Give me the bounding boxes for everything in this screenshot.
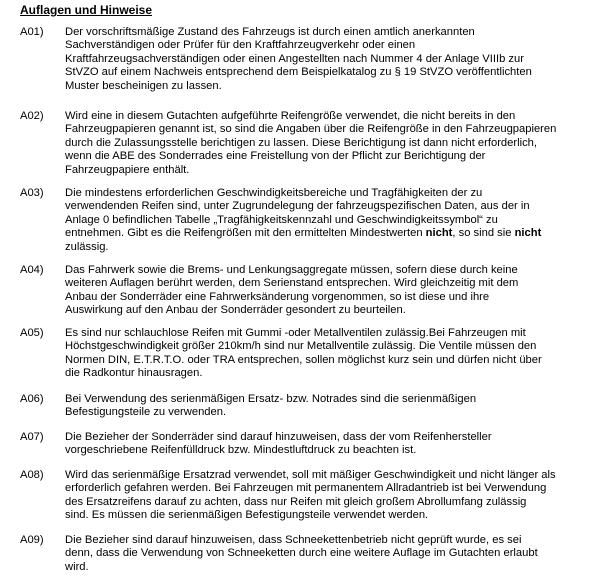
text-line: Das Fahrwerk sowie die Brems- und Lenkungsaggregate müssen, sofern diese durch keine [65, 264, 518, 276]
text-segment: , so sind sie [452, 227, 515, 240]
text-line: zulässig. [65, 240, 109, 253]
text-line: Fahrzeugpapieren genannt ist, so sind die Angaben über die Reifengröße in den Fahrzeugpapieren [65, 123, 557, 136]
item-text [65, 26, 595, 93]
item-text [65, 393, 595, 420]
text-line: wenn die ABE des Sonderrades eine Freistellung von der Pflicht zur Berichtigung der [65, 150, 486, 163]
text-line [65, 227, 595, 240]
item-code: A05) [20, 327, 44, 339]
item-code: A04) [20, 264, 44, 276]
item-text [65, 469, 595, 523]
item-text [65, 534, 595, 574]
text-line: durch die Zulassungsstelle berichtigen zu lassen. Diese Berichtigung ist dann nicht erforderlich, [65, 136, 537, 149]
text-line: Die Bezieher der Sonderräder sind darauf hinzuweisen, dass der vom Reifenhersteller [65, 431, 492, 443]
text-line: weiteren Auflagen berührt werden, dem Serienstand entsprechen. Wird gleichzeitig mit dem [65, 277, 519, 290]
item-text [65, 110, 595, 177]
text-line: Der vorschriftsmäßige Zustand des Fahrzeugs ist durch einen amtlich anerkannten [65, 26, 475, 38]
text-line: wird. [65, 560, 89, 573]
text-line: sind. Es müssen die serienmäßigen Befestigungsteile verwendet werden. [65, 509, 429, 522]
item-code: A07) [20, 431, 44, 443]
text-segment: entnehmen. Gibt es die Reifengrößen mit den ermittelten Mindestwerten [65, 227, 426, 240]
text-line: verwendenden Reifen sind, unter Zugrundelegung der fahrzeugspezifischen Daten, aus der in [65, 200, 530, 213]
item-text [65, 327, 595, 381]
text-line: erforderlich gefahren werden. Bei Fahrzeugen mit permanentem Allradantrieb ist bei Verwendung [65, 482, 547, 495]
text-line: Normen DIN, E.T.R.T.O. oder TRA entsprechen, sollen möglichst kurz sein und dürfen nicht über [65, 353, 542, 366]
text-line: Wird eine in diesem Gutachten aufgeführte Reifengröße verwendet, die nicht bereits in den [65, 110, 516, 122]
text-line: Die mindestens erforderlichen Geschwindigkeitsbereiche und Tragfähigkeiten der zu [65, 187, 483, 199]
text-line: Bei Verwendung des serienmäßigen Ersatz- bzw. Notrades sind die serienmäßigen [65, 393, 477, 405]
text-line: Fahrzeugpapiere enthält. [65, 163, 190, 176]
text-line: Befestigungsteile zu verwenden. [65, 406, 227, 419]
emphasis-text: nicht [514, 227, 542, 240]
item-code: A01) [20, 26, 44, 38]
item-code: A02) [20, 110, 44, 122]
item-code: A03) [20, 187, 44, 199]
item-text [65, 431, 595, 458]
text-line: denn, dass die Verwendung von Schneeketten durch eine weitere Auflage im Gutachten erlaubt [65, 547, 538, 560]
item-code: A06) [20, 393, 44, 405]
text-line: Die Bezieher sind darauf hinzuweisen, dass Schneekettenbetrieb nicht geprüft wurde, es sei [65, 534, 522, 546]
item-code: A08) [20, 469, 44, 481]
text-line: vorgeschriebene Reifenfülldruck bzw. Mindestluftdruck zu beachten ist. [65, 444, 417, 457]
text-line: Anbau der Sonderräder eine Fahrwerksänderung vorgenommen, so ist diese und ihre [65, 290, 490, 303]
text-line: Es sind nur schlauchlose Reifen mit Gummi -oder Metallventilen zulässig.Bei Fahrzeugen mit [65, 327, 526, 339]
text-line: Kraftfahrzeugsachverständigen oder einen Angestellten nach Nummer 4 der Anlage VIIIb zur [65, 52, 524, 65]
text-line: Anlage 0 befindlichen Tabelle „Tragfähigkeitskennzahl und Geschwindigkeitssymbol“ zu [65, 213, 498, 226]
text-line: Wird das serienmäßige Ersatzrad verwendet, soll mit mäßiger Geschwindigkeit und nicht länger als [65, 469, 556, 481]
section-heading: Auflagen und Hinweise [20, 3, 153, 17]
text-line: Auswirkung auf den Anbau der Sonderräder gesondert zu beurteilen. [65, 304, 406, 317]
emphasis-text: nicht [425, 227, 453, 240]
text-line: Sachverständigen oder Prüfer für den Kraftfahrzeugverkehr oder einen [65, 39, 416, 52]
text-line: Muster bescheinigen zu lassen. [65, 79, 222, 92]
text-line: StVZO auf einem Nachweis entsprechend dem Beispielkatalog zu § 19 StVZO veröffentlichten [65, 66, 532, 79]
item-text [65, 264, 595, 318]
item-text [65, 187, 595, 254]
item-code: A09) [20, 534, 44, 546]
text-line: Höchstgeschwindigkeit größer 210km/h sind nur Metallventile zulässig. Die Ventile müssen den [65, 340, 537, 353]
text-line: die Radkontur hinausragen. [65, 367, 203, 380]
text-line: des Ersatzreifens darauf zu achten, dass nur Reifen mit gleich großem Abrollumfang zulässig [65, 495, 527, 508]
